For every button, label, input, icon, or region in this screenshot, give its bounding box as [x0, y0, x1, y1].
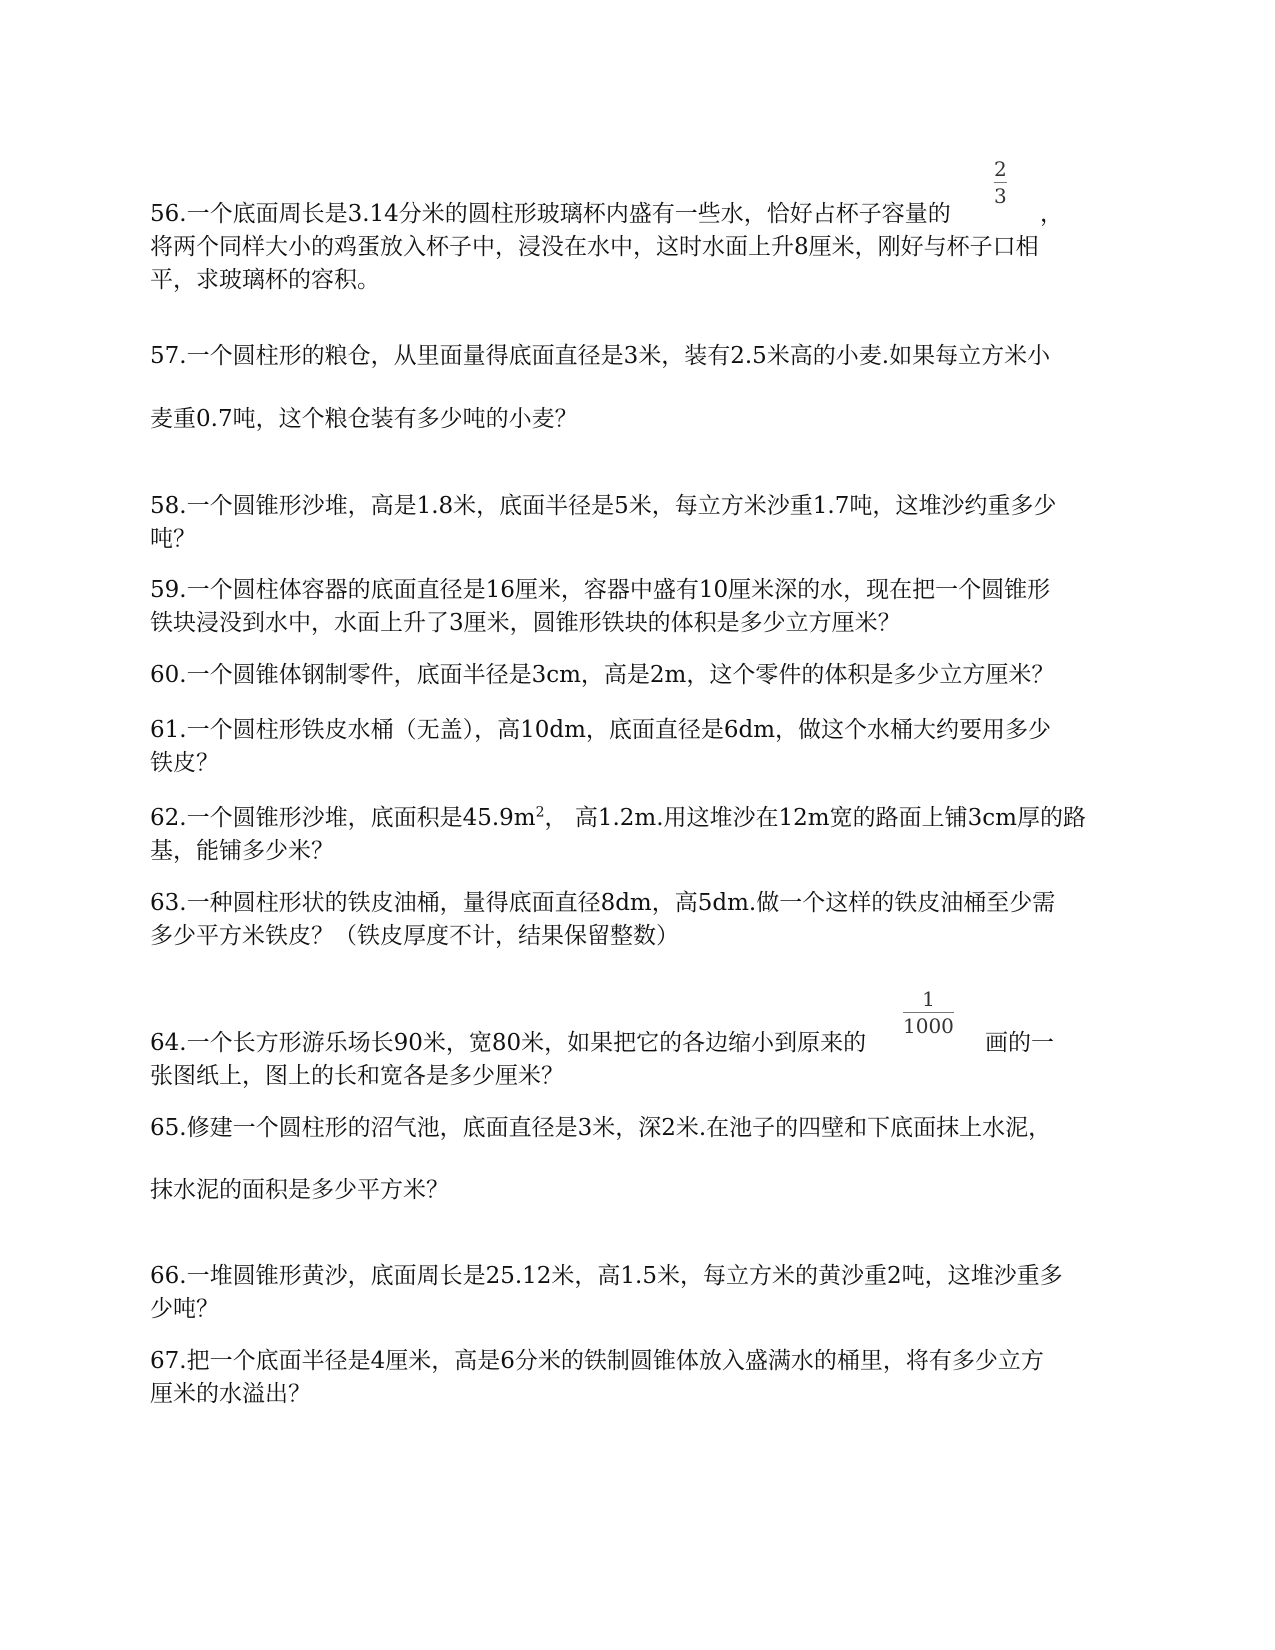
problem-62 [150, 802, 1110, 868]
problem-66-line-1: 66.一堆圆锥形黄沙，底面周长是25.12米，高1.5米，每立方米的黄沙重2吨，这堆沙重多 [150, 1263, 1063, 1289]
problem-58 [150, 490, 1110, 556]
problem-65-line-1: 65.修建一个圆柱形的沼气池，底面直径是3米，深2米.在池子的四壁和下底面抹上水泥， [150, 1115, 1052, 1141]
problem-59-line-2: 铁块浸没到水中，水面上升了3厘米，圆锥形铁块的体积是多少立方厘米？ [150, 610, 901, 636]
fraction-bar [994, 182, 1007, 183]
problem-65 [150, 1112, 1110, 1145]
problem-57 [150, 340, 1110, 373]
problem-56-line-2: 将两个同样大小的鸡蛋放入杯子中，浸没在水中，这时水面上升8厘米，刚好与杯子口相 [150, 234, 1039, 260]
problem-61 [150, 714, 1110, 780]
problem-64 [150, 1027, 1110, 1093]
problem-66-line-2: 少吨？ [150, 1296, 219, 1322]
problem-59-line-1: 59.一个圆柱体容器的底面直径是16厘米，容器中盛有10厘米深的水，现在把一个圆锥形 [150, 577, 1051, 603]
problem-65-line-2: 抹水泥的面积是多少平方米？ [150, 1177, 449, 1203]
problem-62-line-2: 基，能铺多少米？ [150, 838, 334, 864]
problem-56 [150, 198, 1110, 297]
problem-63-line-1: 63.一种圆柱形状的铁皮油桶，量得底面直径8dm，高5dm.做一个这样的铁皮油桶至少需 [150, 890, 1056, 916]
fraction-numerator: 2 [994, 157, 1007, 181]
problem-60-line-1: 60.一个圆锥体钢制零件，底面半径是3cm，高是2m，这个零件的体积是多少立方厘米？ [150, 662, 1055, 688]
problem-63-line-2: 多少平方米铁皮？（铁皮厚度不计，结果保留整数） [150, 923, 679, 949]
problem-65-continued [150, 1174, 1110, 1207]
problem-64-line-2: 张图纸上，图上的长和宽各是多少厘米？ [150, 1063, 564, 1089]
problem-57-line-1: 57.一个圆柱形的粮仓，从里面量得底面直径是3米，装有2.5米高的小麦.如果每立方米小 [150, 343, 1051, 369]
problem-56-line-1: 56.一个底面周长是3.14分米的圆柱形玻璃杯内盛有一些水，恰好占杯子容量的 ， [150, 201, 1063, 227]
problem-61-line-2: 铁皮？ [150, 750, 219, 776]
fraction-denominator: 1000 [903, 1014, 954, 1038]
problem-67-line-1: 67.把一个底面半径是4厘米，高是6分米的铁制圆锥体放入盛满水的桶里，将有多少立方 [150, 1348, 1044, 1374]
problem-57-line-2: 麦重0.7吨，这个粮仓装有多少吨的小麦？ [150, 406, 578, 432]
superscript-squared: 2 [535, 804, 545, 821]
problem-63 [150, 887, 1110, 953]
problem-60 [150, 659, 1110, 692]
fraction-denominator: 3 [994, 184, 1007, 208]
problem-67-line-2: 厘米的水溢出？ [150, 1381, 311, 1407]
problem-62-line-1: 62.一个圆锥形沙堆，底面积是$45.9m^2$， 高1.2m.用这堆沙在12m宽的路面上铺3cm厚的路 [150, 804, 1086, 831]
problem-59 [150, 574, 1110, 640]
problem-58-line-2: 吨？ [150, 526, 196, 552]
problem-57-continued [150, 403, 1110, 436]
fraction-numerator: 1 [922, 987, 935, 1011]
problem-67 [150, 1345, 1110, 1411]
problem-58-line-1: 58.一个圆锥形沙堆，高是1.8米，底面半径是5米，每立方米沙重1.7吨，这堆沙约重多少 [150, 493, 1057, 519]
problem-61-line-1: 61.一个圆柱形铁皮水桶（无盖），高10dm，底面直径是6dm，做这个水桶大约要用多少 [150, 717, 1052, 743]
problem-64-line-1: 64.一个长方形游乐场长90米，宽80米，如果把它的各边缩小到原来的 画的一 [150, 1030, 1054, 1056]
problem-66 [150, 1260, 1110, 1326]
fraction-bar [903, 1012, 954, 1013]
problem-56-line-3: 平，求玻璃杯的容积。 [150, 267, 380, 293]
